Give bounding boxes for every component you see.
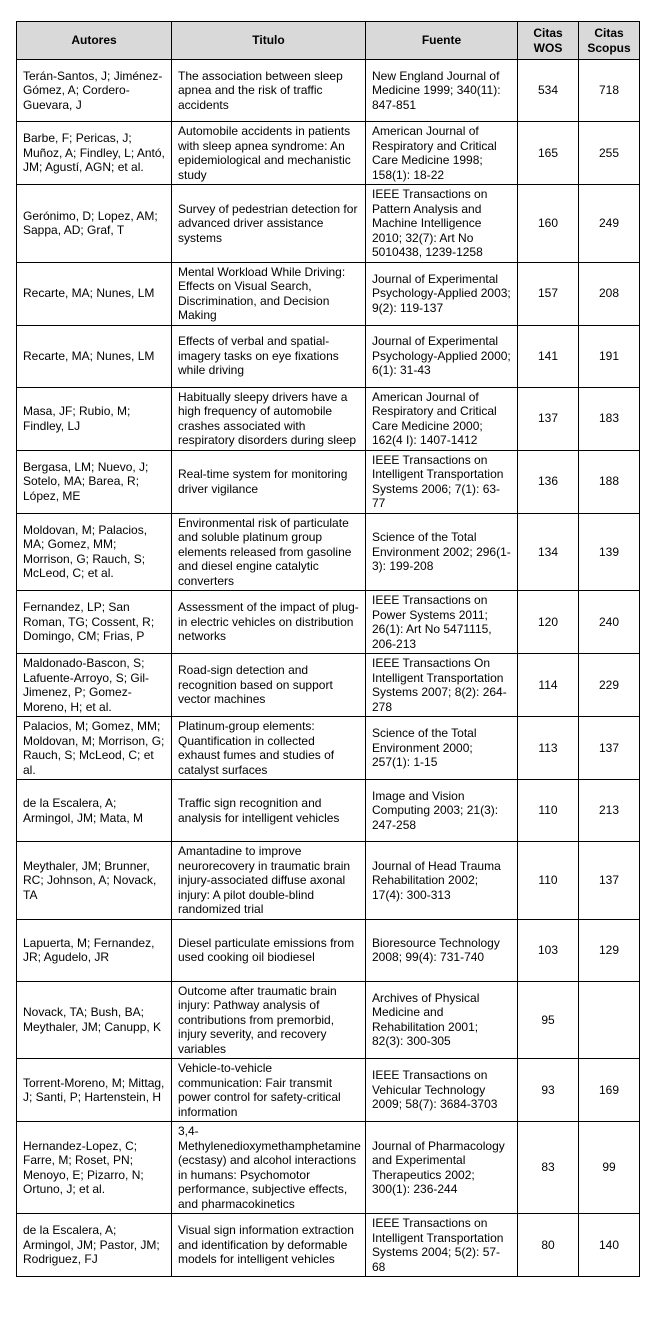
table-row [17, 1059, 640, 1122]
citas-scopus-cell: 129 [579, 919, 640, 981]
header-row [17, 22, 640, 60]
fuente-cell: Bioresource Technology 2008; 99(4): 731-740 [366, 919, 518, 981]
titulo-cell: Diesel particulate emissions from used cooking oil biodiesel [172, 919, 366, 981]
titulo-cell: Vehicle-to-vehicle communication: Fair transmit power control for safety-critical information [172, 1059, 366, 1122]
citas-scopus-cell: 169 [579, 1059, 640, 1122]
autores-cell: Barbe, F; Pericas, J; Muñoz, A; Findley, L; Antó, JM; Agustí, AGN; et al. [17, 122, 172, 185]
titulo-cell: 3,4-Methylenedioxymethamphetamine (ecstasy) and alcohol interactions in humans: Psychomotor performance, subjective effects, and pharmacokinetics [172, 1122, 366, 1214]
titulo-cell: Outcome after traumatic brain injury: Pathway analysis of contributions from premorbid, injury severity, and recovery variables [172, 981, 366, 1059]
titulo-cell: The association between sleep apnea and the risk of traffic accidents [172, 60, 366, 122]
table-row [17, 122, 640, 185]
fuente-cell: Journal of Pharmacology and Experimental Therapeutics 2002; 300(1): 236-244 [366, 1122, 518, 1214]
fuente-cell: Journal of Head Trauma Rehabilitation 2002; 17(4): 300-313 [366, 842, 518, 920]
autores-cell: Palacios, M; Gomez, MM; Moldovan, M; Morrison, G; Rauch, S; McLeod, C; et al. [17, 717, 172, 780]
table-row [17, 325, 640, 387]
fuente-cell: IEEE Transactions On Intelligent Transportation Systems 2007; 8(2): 264-278 [366, 654, 518, 717]
autores-cell: Gerónimo, D; Lopez, AM; Sappa, AD; Graf, T [17, 185, 172, 263]
citas-wos-cell: 136 [518, 450, 579, 513]
citas-scopus-cell: 140 [579, 1214, 640, 1277]
titulo-cell: Platinum-group elements: Quantification in collected exhaust fumes and studies of catalyst surfaces [172, 717, 366, 780]
citas-scopus-cell: 183 [579, 387, 640, 450]
table-row [17, 513, 640, 591]
citations-table [16, 21, 640, 1277]
table-row [17, 717, 640, 780]
titulo-cell: Real-time system for monitoring driver vigilance [172, 450, 366, 513]
autores-cell: Masa, JF; Rubio, M; Findley, LJ [17, 387, 172, 450]
table-row [17, 1214, 640, 1277]
citas-wos-cell: 165 [518, 122, 579, 185]
citas-wos-cell: 137 [518, 387, 579, 450]
citas-scopus-cell: 229 [579, 654, 640, 717]
titulo-cell: Habitually sleepy drivers have a high frequency of automobile crashes associated with respiratory disorders during sleep [172, 387, 366, 450]
table-row [17, 387, 640, 450]
fuente-cell: American Journal of Respiratory and Critical Care Medicine 1998; 158(1): 18-22 [366, 122, 518, 185]
citas-scopus-cell: 137 [579, 842, 640, 920]
fuente-cell: Journal of Experimental Psychology-Applied 2003; 9(2): 119-137 [366, 262, 518, 325]
fuente-cell: IEEE Transactions on Power Systems 2011; 26(1): Art No 5471115, 206-213 [366, 591, 518, 654]
citas-scopus-cell: 213 [579, 780, 640, 842]
autores-cell: Fernandez, LP; San Roman, TG; Cossent, R; Domingo, CM; Frias, P [17, 591, 172, 654]
table-row [17, 919, 640, 981]
citas-wos-cell: 157 [518, 262, 579, 325]
citas-wos-cell: 114 [518, 654, 579, 717]
citas-wos-cell: 534 [518, 60, 579, 122]
table-row [17, 1122, 640, 1214]
titulo-cell: Automobile accidents in patients with sleep apnea syndrome: An epidemiological and mechanistic study [172, 122, 366, 185]
table-row [17, 981, 640, 1059]
fuente-cell: Archives of Physical Medicine and Rehabilitation 2001; 82(3): 300-305 [366, 981, 518, 1059]
citas-scopus-cell: 99 [579, 1122, 640, 1214]
header-fuente: Fuente [366, 22, 518, 60]
citas-scopus-cell: 191 [579, 325, 640, 387]
table-row [17, 262, 640, 325]
titulo-cell: Traffic sign recognition and analysis for intelligent vehicles [172, 780, 366, 842]
fuente-cell: IEEE Transactions on Intelligent Transportation Systems 2006; 7(1): 63-77 [366, 450, 518, 513]
header-autores: Autores [17, 22, 172, 60]
table-row [17, 654, 640, 717]
header-titulo: Titulo [172, 22, 366, 60]
citas-wos-cell: 83 [518, 1122, 579, 1214]
table-row [17, 450, 640, 513]
autores-cell: Bergasa, LM; Nuevo, J; Sotelo, MA; Barea, R; López, ME [17, 450, 172, 513]
citas-wos-cell: 113 [518, 717, 579, 780]
fuente-cell: IEEE Transactions on Intelligent Transportation Systems 2004; 5(2): 57-68 [366, 1214, 518, 1277]
citas-scopus-cell [579, 981, 640, 1059]
citas-scopus-cell: 718 [579, 60, 640, 122]
citas-scopus-cell: 188 [579, 450, 640, 513]
titulo-cell: Mental Workload While Driving: Effects on Visual Search, Discrimination, and Decision Making [172, 262, 366, 325]
citas-scopus-cell: 137 [579, 717, 640, 780]
citas-wos-cell: 95 [518, 981, 579, 1059]
citas-wos-cell: 141 [518, 325, 579, 387]
citas-scopus-cell: 249 [579, 185, 640, 263]
autores-cell: Hernandez-Lopez, C; Farre, M; Roset, PN; Menoyo, E; Pizarro, N; Ortuno, J; et al. [17, 1122, 172, 1214]
fuente-cell: American Journal of Respiratory and Critical Care Medicine 2000; 162(4 I): 1407-1412 [366, 387, 518, 450]
header-citas-scopus: Citas Scopus [579, 22, 640, 60]
citas-wos-cell: 80 [518, 1214, 579, 1277]
autores-cell: Recarte, MA; Nunes, LM [17, 262, 172, 325]
citas-wos-cell: 93 [518, 1059, 579, 1122]
citas-wos-cell: 160 [518, 185, 579, 263]
citas-wos-cell: 110 [518, 842, 579, 920]
fuente-cell: Journal of Experimental Psychology-Applied 2000; 6(1): 31-43 [366, 325, 518, 387]
autores-cell: de la Escalera, A; Armingol, JM; Pastor, JM; Rodriguez, FJ [17, 1214, 172, 1277]
citas-wos-cell: 120 [518, 591, 579, 654]
citas-wos-cell: 134 [518, 513, 579, 591]
fuente-cell: IEEE Transactions on Vehicular Technology 2009; 58(7): 3684-3703 [366, 1059, 518, 1122]
autores-cell: Novack, TA; Bush, BA; Meythaler, JM; Canupp, K [17, 981, 172, 1059]
citas-scopus-cell: 240 [579, 591, 640, 654]
table-row [17, 60, 640, 122]
citas-wos-cell: 103 [518, 919, 579, 981]
autores-cell: Lapuerta, M; Fernandez, JR; Agudelo, JR [17, 919, 172, 981]
titulo-cell: Amantadine to improve neurorecovery in traumatic brain injury-associated diffuse axonal injury: A pilot double-blind randomized trial [172, 842, 366, 920]
fuente-cell: IEEE Transactions on Pattern Analysis and Machine Intelligence 2010; 32(7): Art No 5010438, 1239-1258 [366, 185, 518, 263]
titulo-cell: Survey of pedestrian detection for advanced driver assistance systems [172, 185, 366, 263]
citas-wos-cell: 110 [518, 780, 579, 842]
autores-cell: Meythaler, JM; Brunner, RC; Johnson, A; Novack, TA [17, 842, 172, 920]
autores-cell: Maldonado-Bascon, S; Lafuente-Arroyo, S; Gil-Jimenez, P; Gomez-Moreno, H; et al. [17, 654, 172, 717]
fuente-cell: Image and Vision Computing 2003; 21(3): 247-258 [366, 780, 518, 842]
autores-cell: Moldovan, M; Palacios, MA; Gomez, MM; Morrison, G; Rauch, S; McLeod, C; et al. [17, 513, 172, 591]
fuente-cell: Science of the Total Environment 2000; 257(1): 1-15 [366, 717, 518, 780]
citas-scopus-cell: 208 [579, 262, 640, 325]
table-row [17, 780, 640, 842]
titulo-cell: Effects of verbal and spatial-imagery tasks on eye fixations while driving [172, 325, 366, 387]
fuente-cell: Science of the Total Environment 2002; 296(1-3): 199-208 [366, 513, 518, 591]
titulo-cell: Assessment of the impact of plug-in electric vehicles on distribution networks [172, 591, 366, 654]
fuente-cell: New England Journal of Medicine 1999; 340(11): 847-851 [366, 60, 518, 122]
autores-cell: Terán-Santos, J; Jiménez-Gómez, A; Cordero-Guevara, J [17, 60, 172, 122]
titulo-cell: Visual sign information extraction and identification by deformable models for intelligent vehicles [172, 1214, 366, 1277]
titulo-cell: Road-sign detection and recognition based on support vector machines [172, 654, 366, 717]
table-row [17, 842, 640, 920]
citas-scopus-cell: 255 [579, 122, 640, 185]
table-row [17, 185, 640, 263]
autores-cell: de la Escalera, A; Armingol, JM; Mata, M [17, 780, 172, 842]
autores-cell: Recarte, MA; Nunes, LM [17, 325, 172, 387]
titulo-cell: Environmental risk of particulate and soluble platinum group elements released from gasoline and diesel engine catalytic converters [172, 513, 366, 591]
header-citas-wos: Citas WOS [518, 22, 579, 60]
citas-scopus-cell: 139 [579, 513, 640, 591]
table-row [17, 591, 640, 654]
autores-cell: Torrent-Moreno, M; Mittag, J; Santi, P; Hartenstein, H [17, 1059, 172, 1122]
